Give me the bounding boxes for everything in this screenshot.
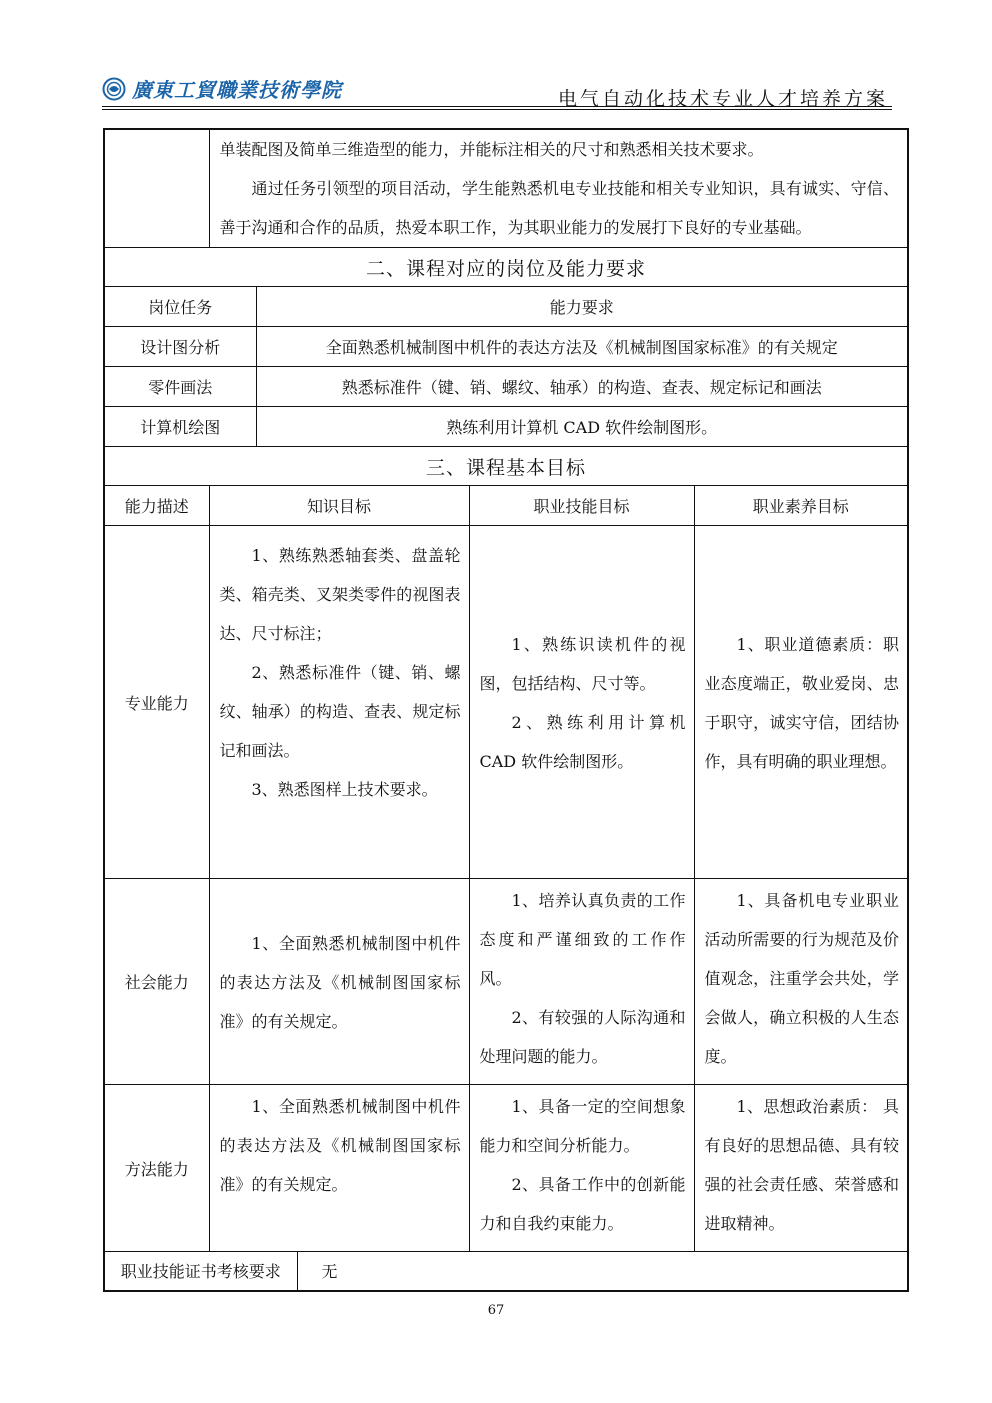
knowledge-cell: [209, 879, 469, 1085]
skill-cell: [469, 879, 694, 1085]
table-row: [104, 407, 908, 447]
intro-row: [104, 129, 908, 248]
header-knowledge: 知识目标: [209, 486, 469, 526]
header-quality: 职业素养目标: [694, 486, 908, 526]
ability-req-cell: 熟悉标准件（键、销、螺纹、轴承）的构造、查表、规定标记和画法: [256, 367, 908, 407]
section2-title: 二、课程对应的岗位及能力要求: [104, 248, 908, 287]
table-row: [104, 526, 908, 879]
school-logo: [102, 74, 342, 103]
header-ability-req: 能力要求: [256, 287, 908, 327]
skill-item: 1、具备一定的空间想象能力和空间分析能力。: [479, 1097, 686, 1155]
skill-cell: [469, 526, 694, 879]
quality-item: 1、思想政治素质： 具有良好的思想品德、具有较强的社会责任感、荣誉感和进取精神。: [704, 1097, 899, 1233]
skill-item: 2、具备工作中的创新能力和自我约束能力。: [479, 1175, 686, 1233]
knowledge-cell: [209, 1085, 469, 1252]
table-row: [104, 327, 908, 367]
quality-cell: [694, 526, 908, 879]
header-skill: 职业技能目标: [469, 486, 694, 526]
knowledge-item: 3、熟悉图样上技术要求。: [251, 780, 438, 799]
skill-item: 1、培养认真负责的工作态度和严谨细致的工作作风。: [479, 891, 686, 988]
intro-line: 单装配图及简单三维造型的能力，并能标注相关的尺寸和熟悉相关技术要求。: [219, 140, 764, 159]
knowledge-item: 1、全面熟悉机械制图中机件的表达方法及《机械制图国家标准》的有关规定。: [219, 1097, 461, 1194]
curriculum-table: [103, 128, 909, 1292]
quality-item: 1、具备机电专业职业活动所需要的行为规范及价值观念，注重学会共处，学会做人，确立积极的人生态度。: [704, 891, 899, 1066]
knowledge-item: 1、全面熟悉机械制图中机件的表达方法及《机械制图国家标准》的有关规定。: [219, 934, 461, 1031]
job-task-cell: 零件画法: [104, 367, 256, 407]
quality-cell: [694, 879, 908, 1085]
document-title: 电气自动化技术专业人才培养方案: [557, 88, 888, 110]
ability-label: 专业能力: [104, 526, 209, 879]
page-number: 67: [487, 1303, 505, 1318]
section3-title: 三、课程基本目标: [104, 447, 908, 486]
ability-label: 方法能力: [104, 1085, 209, 1252]
school-name: 廣東工貿職業技術學院: [132, 78, 342, 102]
header-rule-thin: [102, 109, 892, 110]
knowledge-item: 1、熟练熟悉轴套类、盘盖轮类、箱壳类、叉架类零件的视图表达、尺寸标注；: [219, 546, 461, 643]
header-job-task: 岗位任务: [104, 287, 256, 327]
ability-req-cell: 全面熟悉机械制图中机件的表达方法及《机械制图国家标准》的有关规定: [256, 327, 908, 367]
cert-value: 无: [297, 1252, 908, 1291]
table-row: [104, 367, 908, 407]
skill-item: 2、有较强的人际沟通和处理问题的能力。: [479, 1008, 686, 1066]
skill-item: 2、熟练利用计算机 CAD 软件绘制图形。: [479, 713, 686, 771]
knowledge-item: 2、熟悉标准件（键、销、螺纹、轴承）的构造、查表、规定标记和画法。: [219, 663, 461, 760]
skill-item: 1、熟练识读机件的视图，包括结构、尺寸等。: [479, 635, 686, 693]
skill-cell: [469, 1085, 694, 1252]
table-row: [104, 1085, 908, 1252]
job-task-cell: 设计图分析: [104, 327, 256, 367]
school-emblem-icon: [102, 77, 126, 101]
table-row: [104, 879, 908, 1085]
page-header: [102, 72, 892, 108]
ability-req-cell: 熟练利用计算机 CAD 软件绘制图形。: [256, 407, 908, 447]
header-rule: [102, 106, 892, 107]
header-ability-desc: 能力描述: [104, 486, 209, 526]
intro-blank-cell: [104, 129, 209, 248]
quality-cell: [694, 1085, 908, 1252]
ability-label: 社会能力: [104, 879, 209, 1085]
intro-paragraph: 通过任务引领型的项目活动，学生能熟悉机电专业技能和相关专业知识，具有诚实、守信、善于沟通和合作的品质，热爱本职工作，为其职业能力的发展打下良好的专业基础。: [219, 179, 899, 237]
cert-row: [104, 1252, 908, 1291]
quality-item: 1、职业道德素质：职业态度端正，敬业爱岗、忠于职守，诚实守信，团结协作，具有明确的职业理想。: [704, 635, 899, 771]
knowledge-cell: [209, 526, 469, 879]
intro-text-cell: [209, 129, 908, 248]
job-task-cell: 计算机绘图: [104, 407, 256, 447]
cert-label: 职业技能证书考核要求: [104, 1252, 297, 1291]
